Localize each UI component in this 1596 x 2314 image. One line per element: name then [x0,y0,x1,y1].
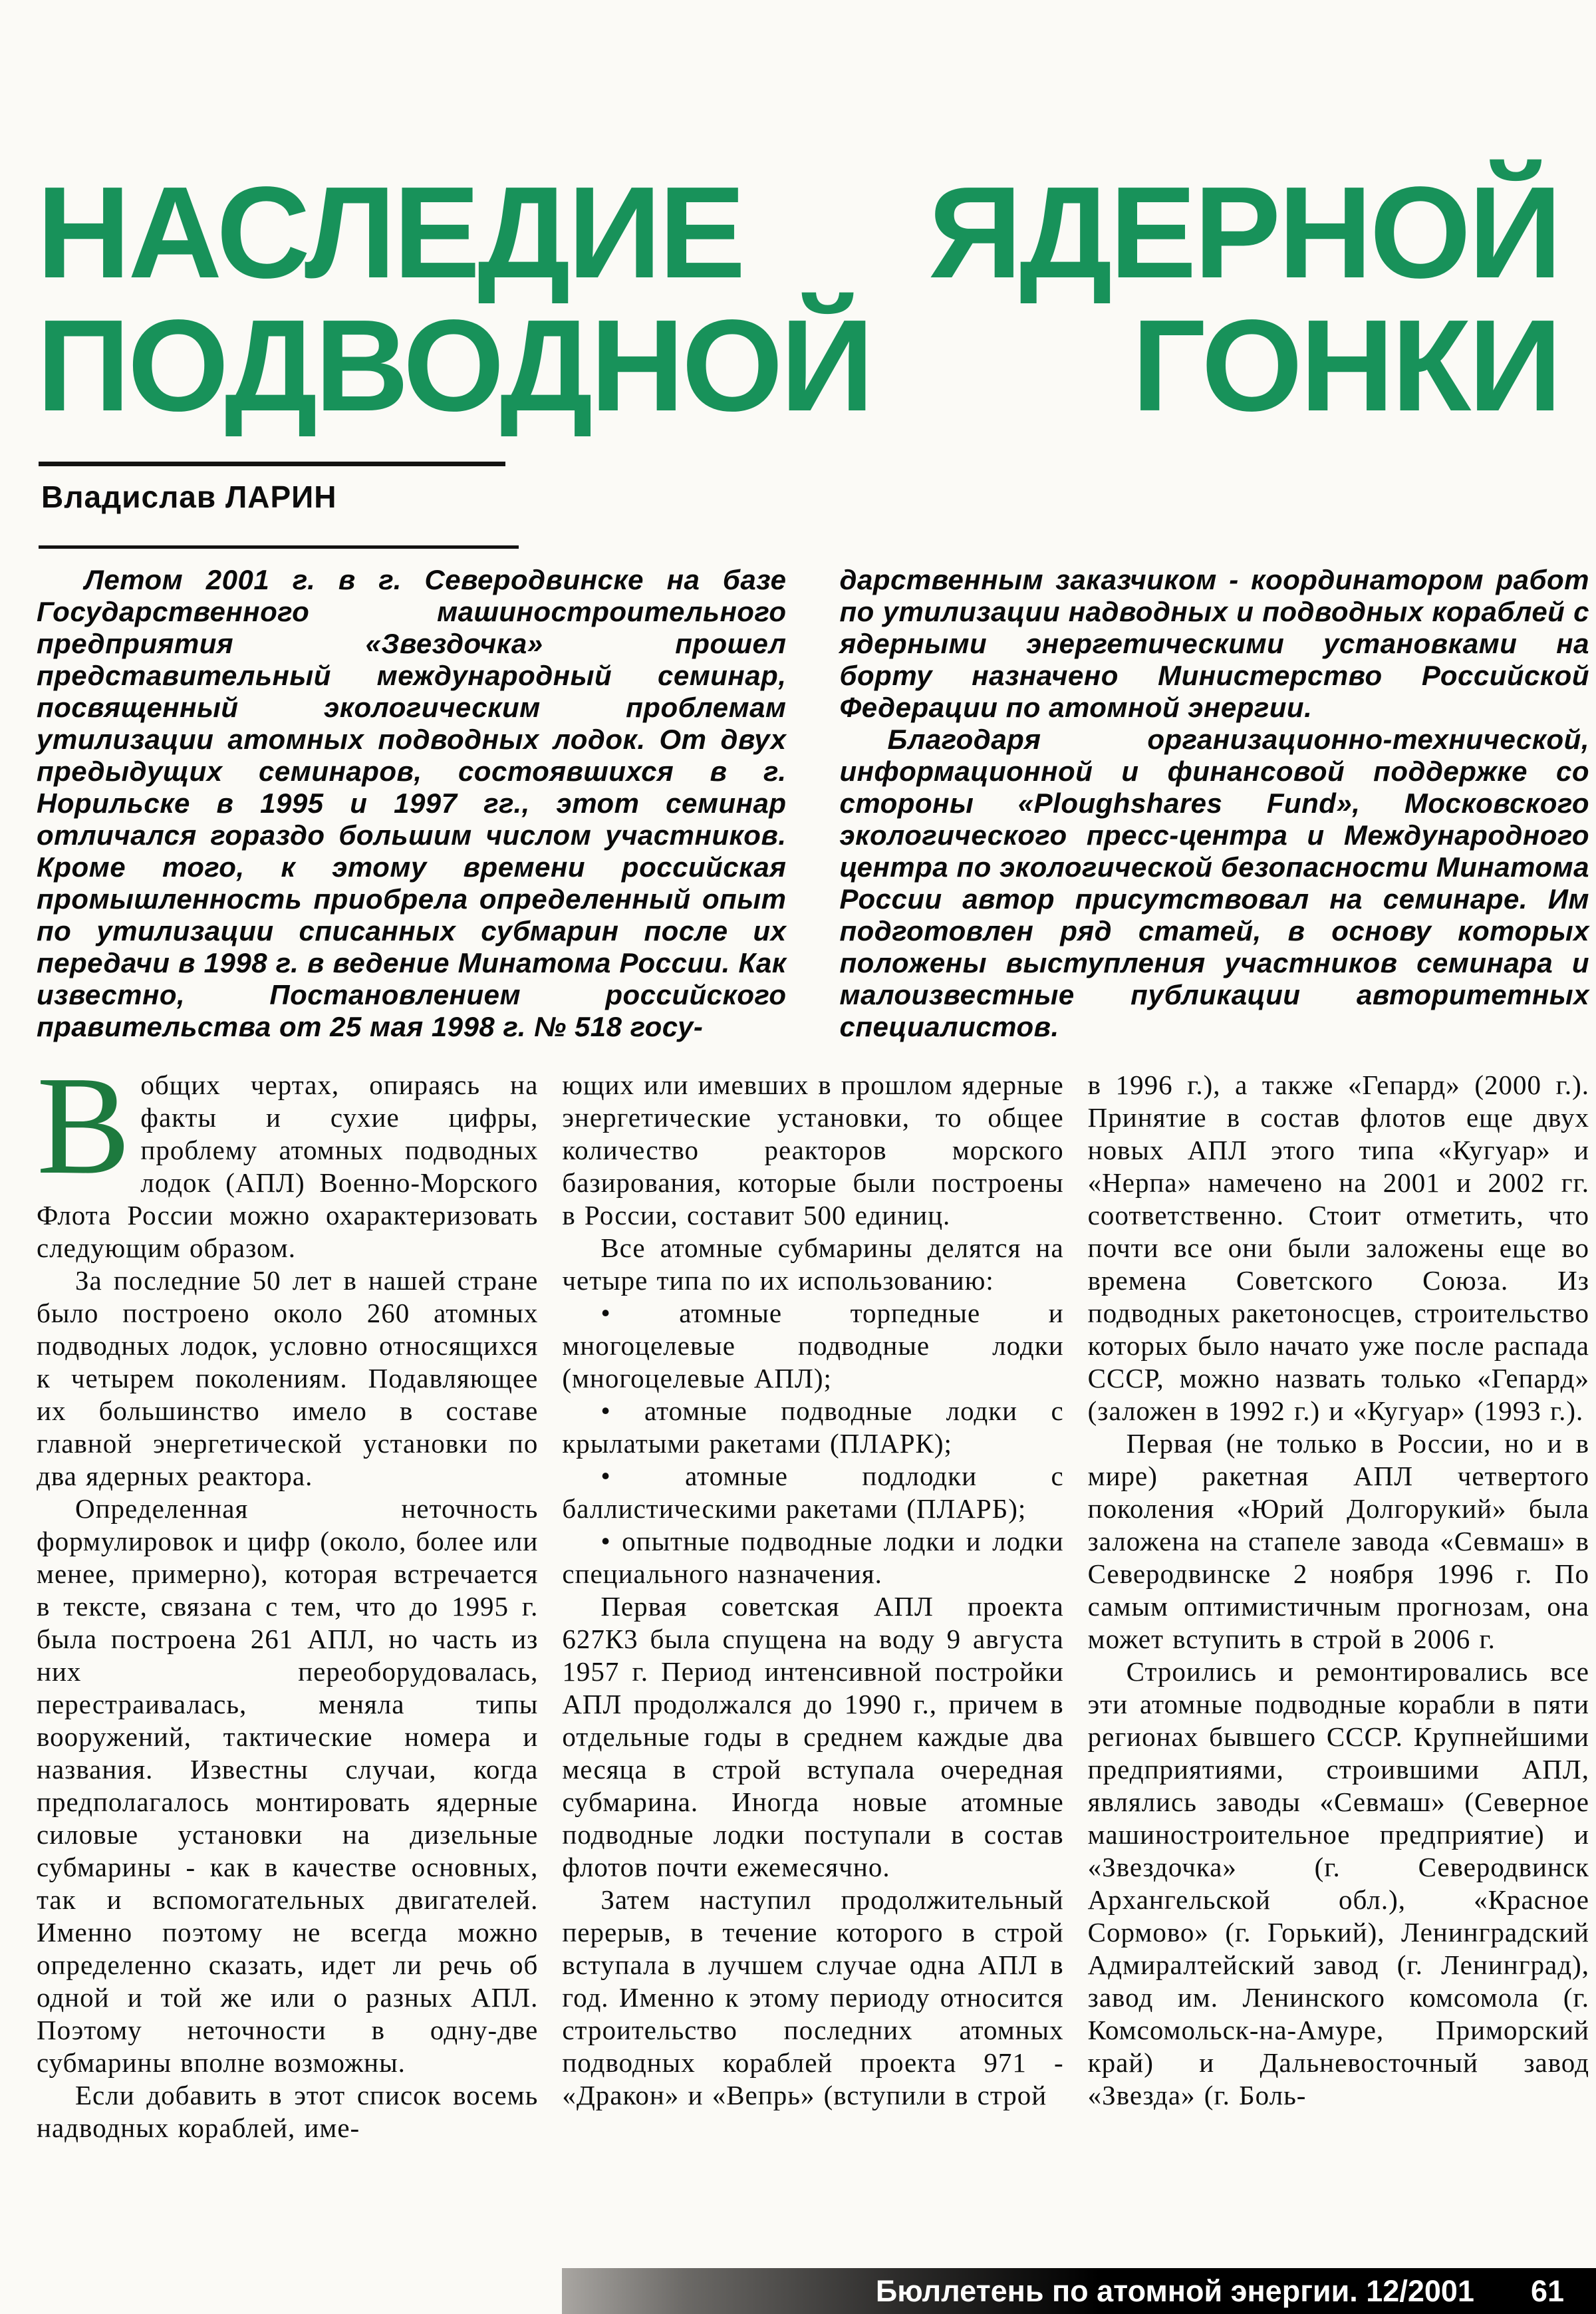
article-title-line-2: ПОДВОДНОЙ ГОНКИ [37,293,1559,438]
author-name: Владислав ЛАРИН [41,480,337,514]
bullet-item: • атомные подлодки с баллистическими ракетами (ПЛАРБ); [562,1461,1064,1524]
paragraph: Строились и ремонтировались все эти атомные подводные корабли в пяти регионах бывшего СССР. Крупнейшими предприятиями, строившими АПЛ, являлись заводы «Севмаш» (Северное машиностроительное предприятие) и «Звездочка» (г. Северодвинск Архангельской обл.), «Красное Сормово» (г. Горький), Ленинградский Адмиралтейский завод (г. Ленинград), завод им. Ленинского комсомола (г. Комсомольск-на-Амуре, Приморский край) и Дальневосточный завод «Звезда» (г. Боль- [1087,1656,1589,2110]
paragraph-dropcap [37,1047,539,1264]
paragraph-text: общих чертах, опираясь на факты и сухие цифры, проблему атомных подводных лодок (АПЛ) Военно-Морского Флота России можно охарактеризовать следующим образом. [37,1070,539,1263]
footer-bar [562,2268,1596,2314]
author-rule-bottom [39,545,519,549]
intro-column-left [37,564,787,1043]
article-title [37,160,1559,438]
intro-paragraph-left: Летом 2001 г. в г. Северодвинске на базе Государственного машиностроительного предприятия «Звездочка» прошел представительный международный семинар, посвященный экологическим проблемам утилизации атомных подводных лодок. От двух предыдущих семинаров, состоявшихся в г. Норильске в 1995 и 1997 гг., этот семинар отличался гораздо большим числом участников. Кроме того, к этому времени российская промышленность приобрела определенный опыт по утилизации списанных субмарин после их передачи в 1998 г. в ведение Минатома России. Как известно, Постановлением российского правительства от 25 мая 1998 г. № 518 госу- [37,564,787,1042]
paragraph: Первая (не только в России, но и в мире) ракетная АПЛ четвертого поколения «Юрий Долгорукий» была заложена на стапеле завода «Севмаш» в Северодвинске 2 ноября 1996 г. По самым оптимистичным прогнозам, она может вступить в строй в 2006 г. [1087,1428,1589,1654]
intro-paragraph-right-continued: дарственным заказчиком - координатором работ по утилизации надводных и подводных кораблей с ядерными энергетическими установками на борту назначено Министерство Российской Федерации по атомной энергии. [839,564,1589,723]
drop-cap: В [37,1047,132,1203]
intro-lede [37,564,1589,1043]
footer-journal-title: Бюллетень по атомной энергии. 12/2001 [875,2273,1474,2308]
article-title-line-1: НАСЛЕДИЕ ЯДЕРНОЙ [37,160,1559,305]
paragraph-continued: ющих или имевших в прошлом ядерные энергетические установки, то общее количество реакторов морского базирования, которые были построены в России, составит 500 единиц. [562,1070,1064,1230]
paragraph: Первая советская АПЛ проекта 627К3 была спущена на воду 9 августа 1957 г. Период интенсивной постройки АПЛ продолжался до 1990 г., причем в отдельные годы в среднем каждые два месяца в строй вступала очередная субмарина. Иногда новые атомные подводные лодки поступали в состав флотов почти ежемесячно. [562,1591,1064,1882]
footer-page-number: 61 [1530,2273,1564,2308]
bullet-item: • атомные торпедные и многоцелевые подводные лодки (многоцелевые АПЛ); [562,1298,1064,1393]
bullet-item: • опытные подводные лодки и лодки специального назначения. [562,1526,1064,1589]
paragraph: Все атомные субмарины делятся на четыре типа по их использованию: [562,1232,1064,1296]
paragraph: Если добавить в этот список восемь надводных кораблей, име- [37,2080,539,2143]
body-column-1 [37,1047,539,2144]
article-body [37,1047,1589,2144]
intro-column-right [840,564,1590,1043]
paragraph-continued: в 1996 г.), а также «Гепард» (2000 г.). Принятие в состав флотов еще двух новых АПЛ этого типа «Кугуар» и «Нерпа» намечено на 2001 и 2002 гг. соответственно. Стоит отметить, что почти все они были заложены еще во времена Советского Союза. Из подводных ракетоносцев, строительство которых было начато уже после распада СССР, можно назвать только «Гепард» (заложен в 1992 г.) и «Кугуар» (1993 г.). [1087,1070,1589,1426]
author-rule-top [39,462,505,466]
bullet-item: • атомные подводные лодки с крылатыми ракетами (ПЛАРК); [562,1395,1064,1459]
paragraph: Затем наступил продолжительный перерыв, в течение которого в строй вступала в лучшем случае одна АПЛ в год. Именно к этому периоду относится строительство последних атомных подводных кораблей проекта 971 - «Дракон» и «Вепрь» (вступили в строй [562,1884,1064,2110]
paragraph: Определенная неточность формулировок и цифр (около, более или менее, примерно), которая встречается в тексте, связана с тем, что до 1995 г. была построена 261 АПЛ, но часть из них переоборудовалась, перестраивалась, меняла типы вооружений, тактические номера и названия. Известны случаи, когда предполагалось монтировать ядерные силовые установки на дизельные субмарины - как в качестве основных, так и вспомогательных двигателей. Именно поэтому не всегда можно определенно сказать, идет ли речь об одной и той же или о разных АПЛ. Поэтому неточности в одну-две субмарины вполне возможны. [37,1493,539,2078]
intro-paragraph-right-2: Благодаря организационно-технической, информационной и финансовой поддержке со стороны «Ploughshares Fund», Московского экологического пресс-центра и Международного центра по экологической безопасности Минатома России автор присутствовал на семинаре. Им подготовлен ряд статей, в основу которых положены выступления участников семинара и малоизвестные публикации авторитетных специалистов. [839,724,1589,1042]
paragraph: За последние 50 лет в нашей стране было построено около 260 атомных подводных лодок, условно относящихся к четырем поколениям. Подавляющее их большинство имело в составе главной энергетической установки по два ядерных реактора. [37,1265,539,1491]
body-column-2 [562,1069,1063,2144]
body-column-3 [1088,1069,1589,2144]
